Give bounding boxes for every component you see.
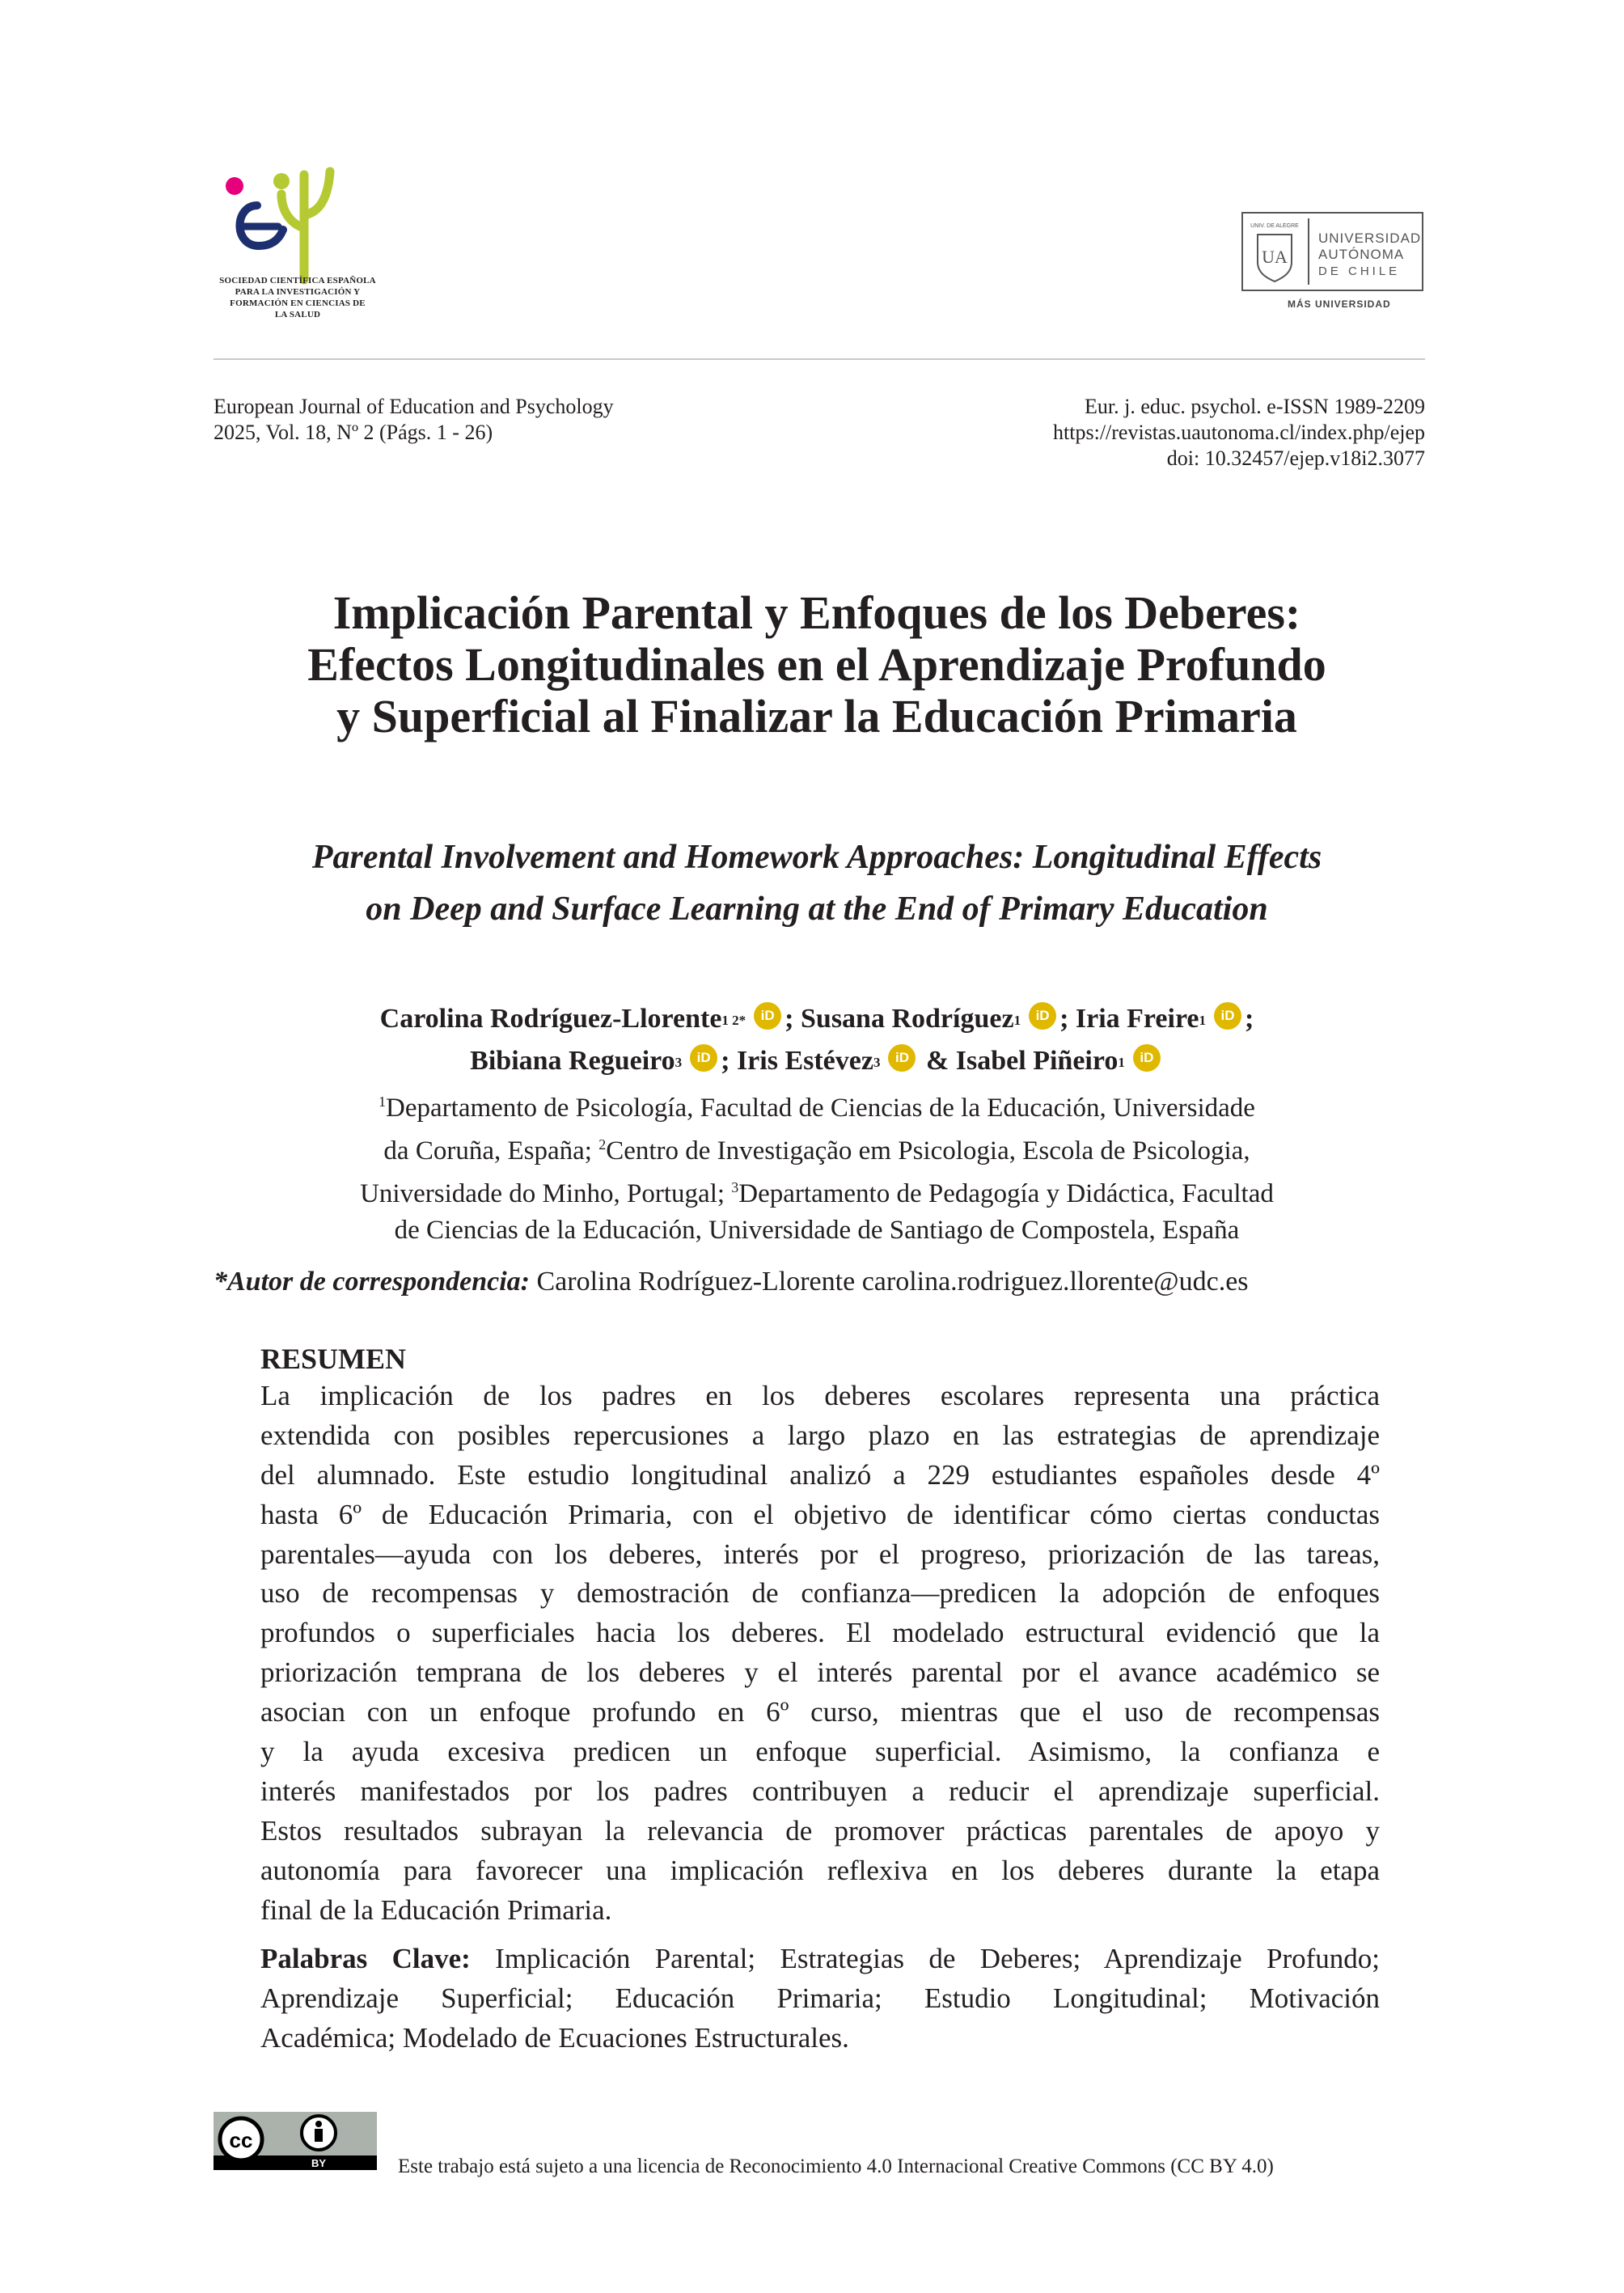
abstract-heading: RESUMEN xyxy=(260,1343,407,1375)
svg-text:BY: BY xyxy=(311,2157,327,2169)
svg-text:UNIVERSIDAD: UNIVERSIDAD xyxy=(1318,231,1422,246)
society-name: SOCIEDAD CIENTÍFICA ESPAÑOLA PARA LA INVESTIGACIÓN Y FORMACIÓN EN CIENCIAS DE LA SALUD xyxy=(219,276,376,319)
affiliations: $^1$Departamento de Psicología, Facultad de Ciencias de la Educación, Universidade da Coruña, España; $^2$Centro de Investigação em Psicologia, Escola de Psicologia, Universidade do Minho, Portugal; $^3$Departamento de Pedagogía y Didáctica, Facultad de Ciencias de la Educación, Universidade de Santiago de Compostela, España xyxy=(360,1094,1274,1245)
journal-issn: Eur. j. educ. psychol. e-ISSN 1989-2209 xyxy=(1084,395,1425,418)
header-divider xyxy=(214,358,1425,360)
author: Iris Estévez$^3$ xyxy=(736,1046,881,1076)
author: Carolina Rodríguez-Llorente$^{1 2*}$ xyxy=(379,1004,746,1034)
orcid-icon[interactable]: iD xyxy=(1214,1002,1241,1030)
title-spanish: Implicación Parental y Enfoques de los Deberes: Efectos Longitudinales en el Aprendizaje Profundo y Superficial al Finalizar la Educación Primaria xyxy=(307,586,1326,742)
title-english: Parental Involvement and Homework Approaches: Longitudinal Effects on Deep and Surface Learning at the End of Primary Education xyxy=(311,839,1322,928)
svg-text:UA: UA xyxy=(1262,247,1288,267)
journal-ids xyxy=(1053,394,1425,472)
license-text: Este trabajo está sujeto a una licencia de Reconocimiento 4.0 Internacional Creative Commons (CC BY 4.0) xyxy=(398,2156,1274,2177)
correspondence-text: Carolina Rodríguez-Llorente carolina.rodriguez.llorente@udc.es xyxy=(536,1267,1249,1297)
svg-text:AUTÓNOMA: AUTÓNOMA xyxy=(1318,247,1405,262)
correspondence xyxy=(214,1266,1249,1298)
orcid-icon[interactable]: iD xyxy=(1029,1002,1056,1030)
university-caption: MÁS UNIVERSIDAD xyxy=(1288,298,1391,310)
orcid-icon[interactable]: iD xyxy=(888,1044,916,1072)
author: Susana Rodríguez$^1$ xyxy=(801,1004,1021,1034)
abstract-body: La implicación de los padres en los deberes escolares representa una práctica extendida con posibles repercusiones a largo plazo en las estrategias de aprendizaje del alumnado. Este estudio longitudinal analizó a 229 estudiantes españoles desde 4º hasta 6º de Educación Primaria, con el objetivo de identificar cómo ciertas conductas parentales—ayuda con los deberes, interés por el progreso, priorización de las tareas, uso de recompensas y demostración de confianza—predicen la adopción de enfoques profundos o superficiales hacia los deberes. El modelado estructural evidenció que la priorización temprana de los deberes y el interés parental por el avance académico se asocian con un enfoque profundo en 6º curso, mientras que el uso de recompensas y la ayuda excesiva predicen un enfoque superficial. Asimismo, la confianza e interés manifestados por los padres contribuyen a reducir el aprendizaje superficial. Estos resultados subrayan la relevancia de promover prácticas parentales de apoyo y autonomía para favorecer una implicación reflexiva en los deberes durante la etapa final de la Educación Primaria. xyxy=(260,1380,1380,1926)
svg-text:cc: cc xyxy=(229,2128,253,2152)
keywords-label: Palabras Clave: xyxy=(260,1943,471,1975)
cc-by-badge[interactable] xyxy=(214,2112,377,2170)
journal-name: European Journal of Education and Psychology xyxy=(214,395,614,418)
author: Iria Freire$^1$ xyxy=(1075,1004,1207,1034)
correspondence-label: *Autor de correspondencia: xyxy=(214,1267,530,1297)
journal-volume: 2025, Vol. 18, Nº 2 (Págs. 1 - 26) xyxy=(214,421,493,444)
journal-info xyxy=(214,394,614,446)
author: Isabel Piñeiro$^1$ xyxy=(955,1046,1125,1076)
orcid-icon[interactable]: iD xyxy=(1133,1044,1161,1072)
orcid-icon[interactable]: iD xyxy=(690,1044,717,1072)
author: Bibiana Regueiro$^3$ xyxy=(470,1046,683,1076)
svg-text:UNIV. DE ALEGRE: UNIV. DE ALEGRE xyxy=(1250,223,1299,229)
keywords: Palabras Clave: Implicación Parental; Estrategias de Deberes; Aprendizaje Profundo; Aprendizaje Superficial; Educación Primaria; Estudio Longitudinal; Motivación Académica; Modelado de Ecuaciones Estructurales. xyxy=(260,1943,1381,2054)
journal-doi[interactable]: doi: 10.32457/ejep.v18i2.3077 xyxy=(1166,446,1425,470)
svg-text:DE CHILE: DE CHILE xyxy=(1318,264,1401,278)
orcid-icon[interactable]: iD xyxy=(754,1002,781,1030)
journal-url[interactable]: https://revistas.uautonoma.cl/index.php/ejep xyxy=(1053,421,1425,444)
abstract xyxy=(260,1341,1380,2058)
author-list: Carolina Rodríguez-Llorente$^{1 2*}$ iD ; Susana Rodríguez$^1$ iD ; Iria Freire$^1$ iD ; Bibiana Regueiro$^3$ iD ; Iris Estévez$^3$ iD & Isabel Piñeiro$^1$ iD xyxy=(379,1004,1254,1076)
